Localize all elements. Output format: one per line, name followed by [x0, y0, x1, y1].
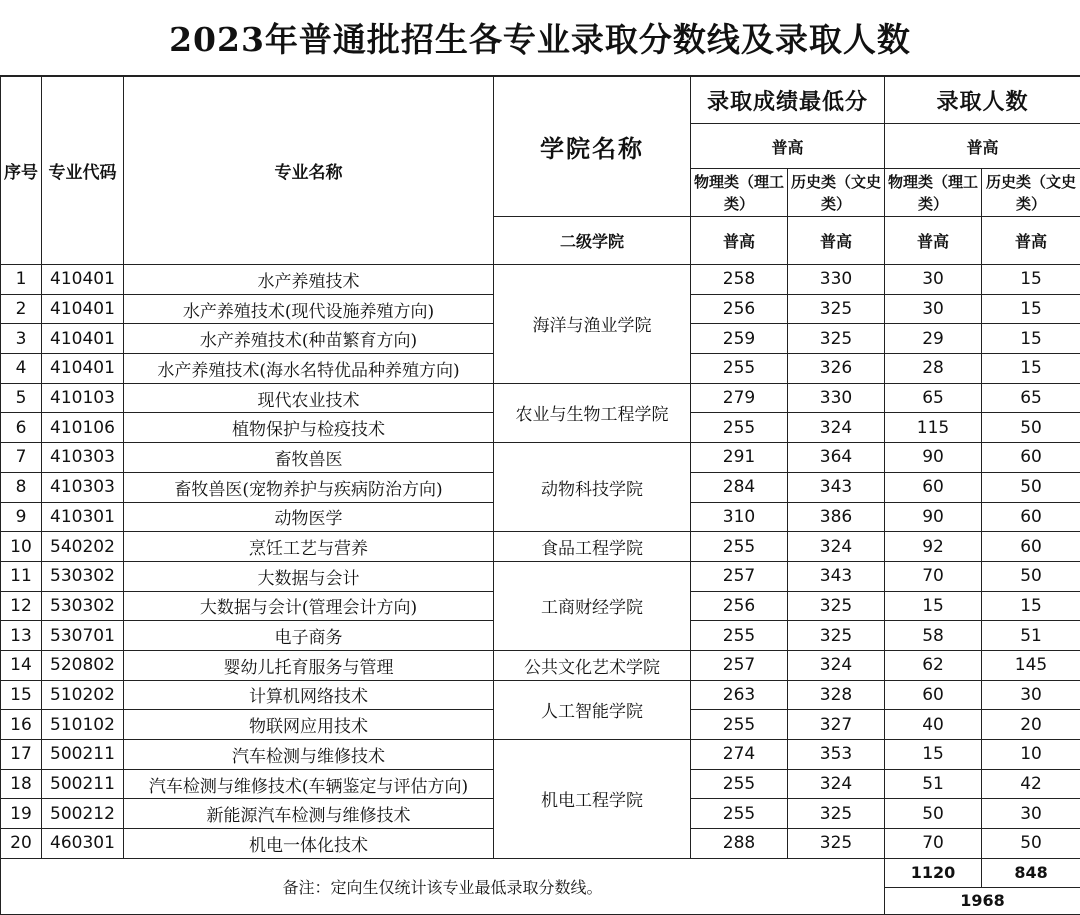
row-physics-score: 258 — [691, 265, 788, 295]
row-code: 540202 — [42, 532, 124, 562]
row-seq: 17 — [1, 740, 42, 770]
row-physics-enrolled: 51 — [885, 769, 982, 799]
row-history-score: 386 — [788, 502, 885, 532]
row-physics-score: 255 — [691, 769, 788, 799]
total-physics: 1120 — [885, 858, 982, 887]
row-history-score: 353 — [788, 740, 885, 770]
row-history-enrolled: 20 — [982, 710, 1080, 740]
row-history-score: 325 — [788, 829, 885, 859]
row-physics-score: 288 — [691, 829, 788, 859]
row-major-name: 植物保护与检疫技术 — [124, 413, 494, 443]
row-code: 410303 — [42, 472, 124, 502]
row-physics-score: 255 — [691, 532, 788, 562]
college-name: 工商财经学院 — [494, 561, 691, 650]
row-history-enrolled: 15 — [982, 324, 1080, 354]
row-history-score: 325 — [788, 591, 885, 621]
row-history-score: 325 — [788, 294, 885, 324]
row-code: 410401 — [42, 294, 124, 324]
college-name: 机电工程学院 — [494, 740, 691, 859]
row-major-name: 婴幼儿托育服务与管理 — [124, 650, 494, 680]
row-code: 530302 — [42, 561, 124, 591]
header-pugao-4: 普高 — [982, 217, 1080, 265]
row-physics-enrolled: 40 — [885, 710, 982, 740]
row-seq: 2 — [1, 294, 42, 324]
college-name: 食品工程学院 — [494, 532, 691, 562]
row-major-name: 水产养殖技术 — [124, 265, 494, 295]
header-score-history: 历史类（文史类） — [788, 169, 885, 217]
row-physics-enrolled: 58 — [885, 621, 982, 651]
row-physics-enrolled: 60 — [885, 680, 982, 710]
row-history-enrolled: 60 — [982, 502, 1080, 532]
row-code: 530701 — [42, 621, 124, 651]
grand-total: 1968 — [885, 887, 1080, 914]
row-physics-enrolled: 70 — [885, 829, 982, 859]
table-row — [1, 680, 1080, 710]
header-enrolled-physics: 物理类（理工类） — [885, 169, 982, 217]
header-pugao-2: 普高 — [788, 217, 885, 265]
row-physics-score: 255 — [691, 621, 788, 651]
row-seq: 10 — [1, 532, 42, 562]
row-seq: 12 — [1, 591, 42, 621]
row-major-name: 机电一体化技术 — [124, 829, 494, 859]
row-history-score: 327 — [788, 710, 885, 740]
table-row — [1, 740, 1080, 770]
row-history-enrolled: 50 — [982, 561, 1080, 591]
row-seq: 19 — [1, 799, 42, 829]
row-history-enrolled: 50 — [982, 413, 1080, 443]
row-physics-score: 291 — [691, 443, 788, 473]
page-title: 2023年普通批招生各专业录取分数线及录取人数 — [0, 0, 1080, 76]
row-physics-score: 279 — [691, 383, 788, 413]
college-name: 动物科技学院 — [494, 443, 691, 532]
row-major-name: 汽车检测与维修技术(车辆鉴定与评估方向) — [124, 769, 494, 799]
header-name: 专业名称 — [124, 77, 494, 265]
row-history-score: 343 — [788, 561, 885, 591]
header-enrolled-history: 历史类（文史类） — [982, 169, 1080, 217]
header-min-score: 录取成绩最低分 — [691, 77, 885, 124]
row-history-enrolled: 42 — [982, 769, 1080, 799]
row-physics-score: 255 — [691, 413, 788, 443]
header-seq: 序号 — [1, 77, 42, 265]
row-seq: 6 — [1, 413, 42, 443]
row-code: 410401 — [42, 354, 124, 384]
row-major-name: 水产养殖技术(种苗繁育方向) — [124, 324, 494, 354]
row-history-enrolled: 60 — [982, 443, 1080, 473]
row-history-score: 324 — [788, 650, 885, 680]
row-code: 410103 — [42, 383, 124, 413]
row-seq: 9 — [1, 502, 42, 532]
row-history-score: 324 — [788, 413, 885, 443]
header-score-pugao: 普高 — [691, 124, 885, 169]
row-seq: 16 — [1, 710, 42, 740]
row-physics-score: 310 — [691, 502, 788, 532]
row-seq: 13 — [1, 621, 42, 651]
table-row — [1, 561, 1080, 591]
row-physics-enrolled: 15 — [885, 591, 982, 621]
row-major-name: 物联网应用技术 — [124, 710, 494, 740]
header-college-sub: 二级学院 — [494, 217, 691, 265]
row-physics-score: 284 — [691, 472, 788, 502]
row-physics-score: 255 — [691, 710, 788, 740]
row-seq: 8 — [1, 472, 42, 502]
row-seq: 18 — [1, 769, 42, 799]
college-name: 海洋与渔业学院 — [494, 265, 691, 384]
header-pugao-1: 普高 — [691, 217, 788, 265]
table-row — [1, 650, 1080, 680]
row-history-score: 325 — [788, 799, 885, 829]
row-physics-score: 256 — [691, 294, 788, 324]
row-history-enrolled: 30 — [982, 799, 1080, 829]
row-major-name: 水产养殖技术(海水名特优品种养殖方向) — [124, 354, 494, 384]
row-history-enrolled: 51 — [982, 621, 1080, 651]
row-physics-enrolled: 15 — [885, 740, 982, 770]
row-seq: 20 — [1, 829, 42, 859]
row-code: 410106 — [42, 413, 124, 443]
row-code: 500212 — [42, 799, 124, 829]
row-history-score: 364 — [788, 443, 885, 473]
table-row — [1, 265, 1080, 295]
row-seq: 14 — [1, 650, 42, 680]
row-history-score: 325 — [788, 324, 885, 354]
row-major-name: 畜牧兽医(宠物养护与疾病防治方向) — [124, 472, 494, 502]
row-physics-enrolled: 65 — [885, 383, 982, 413]
row-major-name: 大数据与会计 — [124, 561, 494, 591]
row-code: 510202 — [42, 680, 124, 710]
row-seq: 11 — [1, 561, 42, 591]
row-code: 500211 — [42, 740, 124, 770]
row-history-enrolled: 50 — [982, 472, 1080, 502]
row-seq: 7 — [1, 443, 42, 473]
college-name: 农业与生物工程学院 — [494, 383, 691, 442]
row-history-enrolled: 30 — [982, 680, 1080, 710]
row-code: 520802 — [42, 650, 124, 680]
table-row — [1, 383, 1080, 413]
row-history-enrolled: 10 — [982, 740, 1080, 770]
row-code: 410303 — [42, 443, 124, 473]
row-physics-enrolled: 115 — [885, 413, 982, 443]
row-physics-enrolled: 90 — [885, 502, 982, 532]
row-physics-score: 259 — [691, 324, 788, 354]
row-history-score: 330 — [788, 265, 885, 295]
row-physics-enrolled: 29 — [885, 324, 982, 354]
row-history-score: 324 — [788, 532, 885, 562]
row-history-enrolled: 65 — [982, 383, 1080, 413]
row-physics-score: 257 — [691, 561, 788, 591]
row-major-name: 畜牧兽医 — [124, 443, 494, 473]
row-code: 410401 — [42, 324, 124, 354]
row-history-score: 330 — [788, 383, 885, 413]
row-seq: 3 — [1, 324, 42, 354]
row-physics-score: 257 — [691, 650, 788, 680]
table-row — [1, 443, 1080, 473]
header-pugao-3: 普高 — [885, 217, 982, 265]
row-major-name: 电子商务 — [124, 621, 494, 651]
row-major-name: 大数据与会计(管理会计方向) — [124, 591, 494, 621]
row-code: 460301 — [42, 829, 124, 859]
row-physics-enrolled: 60 — [885, 472, 982, 502]
row-major-name: 计算机网络技术 — [124, 680, 494, 710]
row-history-enrolled: 15 — [982, 294, 1080, 324]
row-major-name: 水产养殖技术(现代设施养殖方向) — [124, 294, 494, 324]
admission-table — [0, 76, 1080, 915]
row-physics-enrolled: 30 — [885, 265, 982, 295]
row-history-score: 328 — [788, 680, 885, 710]
row-code: 510102 — [42, 710, 124, 740]
row-physics-enrolled: 50 — [885, 799, 982, 829]
row-major-name: 新能源汽车检测与维修技术 — [124, 799, 494, 829]
row-physics-enrolled: 62 — [885, 650, 982, 680]
row-seq: 4 — [1, 354, 42, 384]
row-physics-score: 263 — [691, 680, 788, 710]
row-history-enrolled: 60 — [982, 532, 1080, 562]
row-physics-enrolled: 90 — [885, 443, 982, 473]
row-seq: 5 — [1, 383, 42, 413]
row-physics-score: 255 — [691, 799, 788, 829]
row-history-score: 326 — [788, 354, 885, 384]
row-history-enrolled: 145 — [982, 650, 1080, 680]
header-college: 学院名称 — [494, 77, 691, 217]
header-enrolled-pugao: 普高 — [885, 124, 1080, 169]
row-history-enrolled: 15 — [982, 265, 1080, 295]
header-enrolled: 录取人数 — [885, 77, 1080, 124]
row-major-name: 现代农业技术 — [124, 383, 494, 413]
row-history-score: 324 — [788, 769, 885, 799]
header-score-physics: 物理类（理工类） — [691, 169, 788, 217]
row-history-enrolled: 15 — [982, 591, 1080, 621]
row-seq: 1 — [1, 265, 42, 295]
row-physics-enrolled: 30 — [885, 294, 982, 324]
college-name: 公共文化艺术学院 — [494, 650, 691, 680]
row-physics-score: 256 — [691, 591, 788, 621]
row-physics-enrolled: 70 — [885, 561, 982, 591]
row-major-name: 动物医学 — [124, 502, 494, 532]
row-physics-score: 274 — [691, 740, 788, 770]
row-history-enrolled: 50 — [982, 829, 1080, 859]
row-code: 530302 — [42, 591, 124, 621]
total-history: 848 — [982, 858, 1080, 887]
row-major-name: 汽车检测与维修技术 — [124, 740, 494, 770]
row-code: 410401 — [42, 265, 124, 295]
row-major-name: 烹饪工艺与营养 — [124, 532, 494, 562]
college-name: 人工智能学院 — [494, 680, 691, 739]
row-physics-score: 255 — [691, 354, 788, 384]
row-physics-enrolled: 28 — [885, 354, 982, 384]
row-history-score: 343 — [788, 472, 885, 502]
row-code: 500211 — [42, 769, 124, 799]
table-row — [1, 532, 1080, 562]
footer-note: 备注：定向生仅统计该专业最低录取分数线。 — [1, 858, 885, 914]
row-history-score: 325 — [788, 621, 885, 651]
row-seq: 15 — [1, 680, 42, 710]
row-code: 410301 — [42, 502, 124, 532]
header-code: 专业代码 — [42, 77, 124, 265]
row-history-enrolled: 15 — [982, 354, 1080, 384]
row-physics-enrolled: 92 — [885, 532, 982, 562]
